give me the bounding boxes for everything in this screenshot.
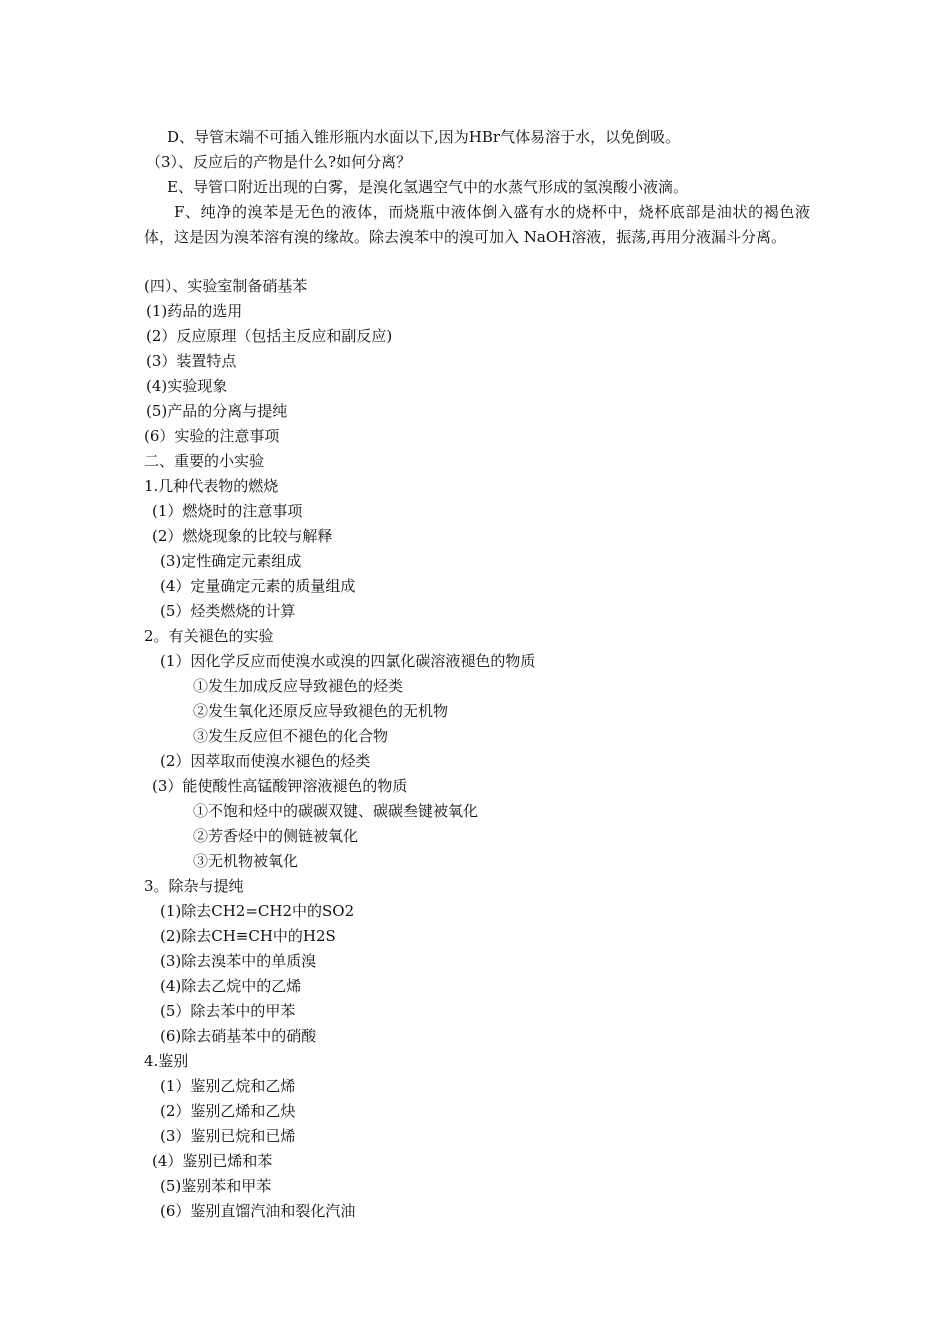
list-item: (3)定性确定元素组成 xyxy=(160,552,302,570)
paragraph-f: F、纯净的溴苯是无色的液体，而烧瓶中液体倒入盛有水的烧杯中，烧杯底部是油状的褐色液体，这是因为溴苯溶有溴的缘故。除去溴苯中的溴可加入 NaOH溶液，振荡,再用分液漏斗分离。 xyxy=(144,203,810,246)
list-item: (5)产品的分离与提纯 xyxy=(146,402,288,420)
list-item: (5）除去苯中的甲苯 xyxy=(160,1002,296,1020)
list-subitem: ②发生氧化还原反应导致褪色的无机物 xyxy=(193,702,449,720)
list-item: (4)实验现象 xyxy=(146,377,228,395)
list-item: (1)除去CH2=CH2中的SO2 xyxy=(160,902,355,920)
section-heading: (四）、实验室制备硝基苯 xyxy=(144,277,308,295)
list-item: (5)鉴别苯和甲苯 xyxy=(160,1177,272,1195)
text-line: （3）、反应后的产物是什么?如何分离？ xyxy=(146,153,412,171)
text-line: E、导管口附近出现的白雾，是溴化氢遇空气中的水蒸气形成的氢溴酸小液滴。 xyxy=(167,178,688,196)
list-item: (5）烃类燃烧的计算 xyxy=(160,602,296,620)
list-subitem: ①不饱和烃中的碳碳双键、碳碳叁键被氧化 xyxy=(193,802,479,820)
list-item: (6）鉴别直馏汽油和裂化汽油 xyxy=(160,1202,356,1220)
list-item: (3）鉴别已烷和已烯 xyxy=(160,1127,296,1145)
list-item: (3)除去溴苯中的单质溴 xyxy=(160,952,317,970)
subsection-heading: 2。有关褪色的实验 xyxy=(144,627,274,645)
list-item: (6）实验的注意事项 xyxy=(144,427,280,445)
list-item: (1）燃烧时的注意事项 xyxy=(152,502,303,520)
subsection-heading: 3。除杂与提纯 xyxy=(144,877,244,895)
list-subitem: ③无机物被氧化 xyxy=(193,852,299,870)
list-subitem: ②芳香烃中的侧链被氧化 xyxy=(193,827,359,845)
subsection-heading: 4.鉴别 xyxy=(144,1052,189,1070)
list-item: (2)除去CH≡CH中的H2S xyxy=(160,927,336,945)
list-item: (1）鉴别乙烷和乙烯 xyxy=(160,1077,296,1095)
list-subitem: ③发生反应但不褪色的化合物 xyxy=(193,727,389,745)
list-item: (4）定量确定元素的质量组成 xyxy=(160,577,356,595)
list-item: (2）因萃取而使溴水褪色的烃类 xyxy=(160,752,371,770)
list-subitem: ①发生加成反应导致褪色的烃类 xyxy=(193,677,404,695)
list-item: (3）能使酸性高锰酸钾溶液褪色的物质 xyxy=(152,777,408,795)
section-heading: 二、重要的小实验 xyxy=(144,452,265,470)
list-item: (4)除去乙烷中的乙烯 xyxy=(160,977,302,995)
list-item: (2）反应原理（包括主反应和副反应) xyxy=(146,327,393,345)
list-item: (4）鉴别已烯和苯 xyxy=(152,1152,273,1170)
list-item: (3）装置特点 xyxy=(146,352,237,370)
text-line: D、导管末端不可插入锥形瓶内水面以下,因为HBr气体易溶于水，以免倒吸。 xyxy=(167,128,681,146)
list-item: (1)药品的选用 xyxy=(146,302,243,320)
list-item: (2）鉴别乙烯和乙炔 xyxy=(160,1102,296,1120)
list-item: (2）燃烧现象的比较与解释 xyxy=(152,527,333,545)
list-item: (6)除去硝基苯中的硝酸 xyxy=(160,1027,317,1045)
subsection-heading: 1.几种代表物的燃烧 xyxy=(144,477,279,495)
list-item: (1）因化学反应而使溴水或溴的四氯化碳溶液褪色的物质 xyxy=(160,652,536,670)
